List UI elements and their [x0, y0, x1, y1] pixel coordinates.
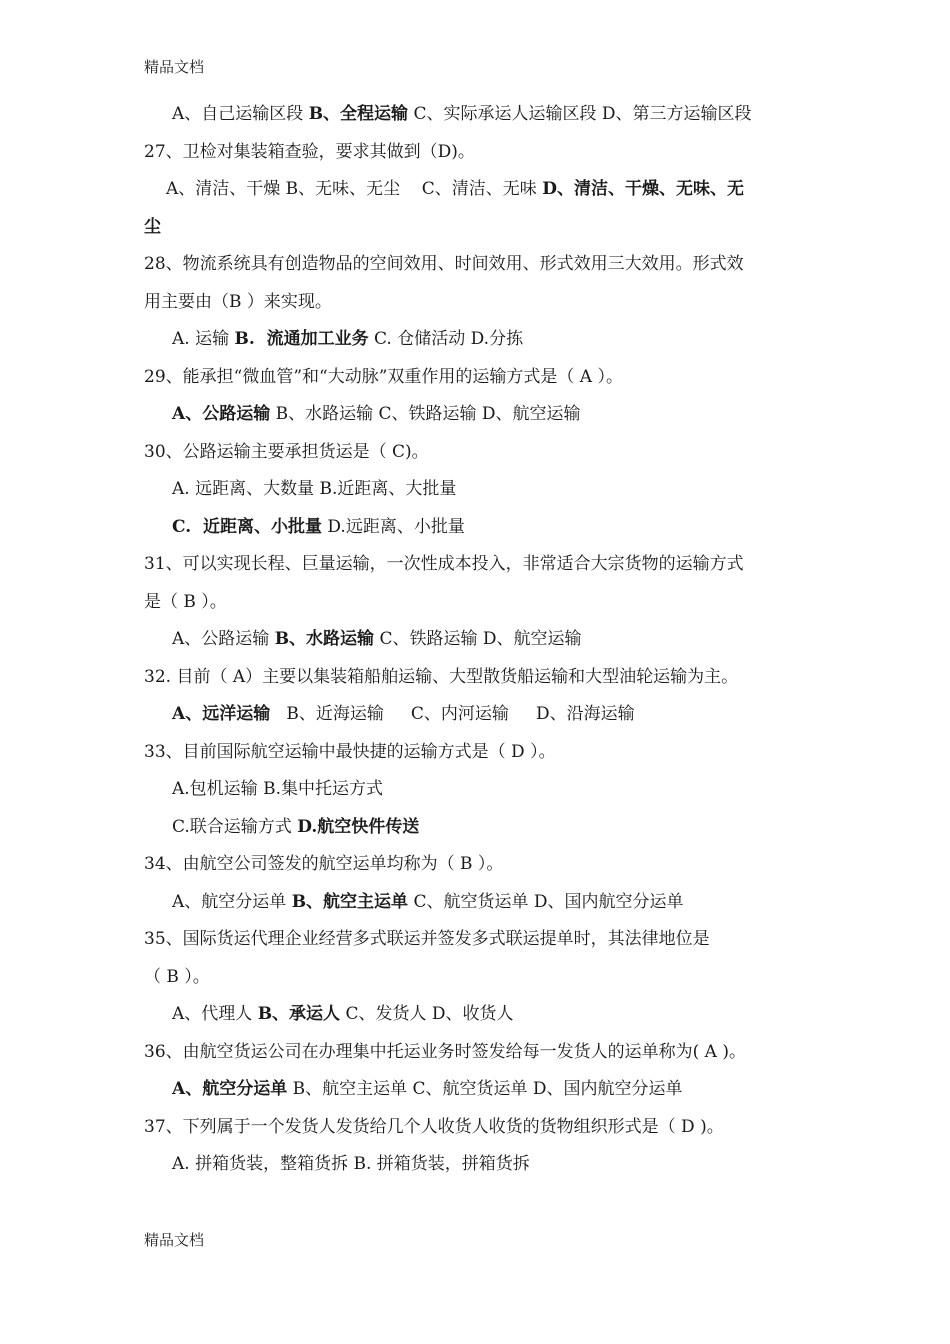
- question-line: [144, 246, 824, 284]
- question-line: [144, 959, 824, 997]
- correct-answer-text: B. 流通加工业务: [234, 329, 369, 349]
- answer-options-line: [144, 996, 824, 1034]
- answer-options-line: [144, 696, 824, 734]
- text-run: 是（ B ）。: [144, 591, 227, 612]
- correct-answer-text: B、承运人: [257, 1004, 341, 1024]
- document-body: [144, 96, 824, 1184]
- correct-answer-text: A、远洋运输: [172, 704, 271, 724]
- question-line: [144, 284, 824, 322]
- text-run: C、发货人 D、收货人: [340, 1004, 514, 1024]
- correct-answer-text: 尘: [144, 216, 161, 237]
- question-line: [144, 734, 824, 772]
- text-run: C. 仓储活动 D.分拣: [368, 329, 524, 349]
- answer-options-line: [144, 809, 824, 847]
- question-line: [144, 359, 824, 397]
- question-line: [144, 1109, 824, 1147]
- text-run: B、近海运输 C、内河运输 D、沿海运输: [270, 704, 635, 724]
- text-run: 33、目前国际航空运输中最快捷的运输方式是（ D ）。: [144, 741, 556, 762]
- question-line: [144, 659, 824, 697]
- text-run: D.远距离、小批量: [322, 516, 465, 537]
- question-line: [144, 209, 824, 247]
- answer-options-line: [144, 471, 824, 509]
- text-run: A、公路运输: [172, 629, 275, 649]
- answer-options-line: [144, 771, 824, 809]
- correct-answer-text: B、全程运输: [308, 104, 409, 124]
- text-run: 34、由航空公司签发的航空运单均称为（ B ）。: [144, 854, 504, 874]
- text-run: 31、可以实现长程、巨量运输，一次性成本投入，非常适合大宗货物的运输方式: [144, 554, 744, 574]
- text-run: 27、卫检对集装箱查验，要求其做到（D)。: [144, 141, 475, 162]
- text-run: 29、能承担“微血管”和“大动脉”双重作用的运输方式是（ A ）。: [144, 366, 623, 387]
- correct-answer-text: B、航空主运单: [291, 891, 409, 912]
- answer-options-line: [144, 396, 824, 434]
- correct-answer-text: D.航空快件传送: [297, 816, 420, 837]
- text-run: B、水路运输 C、铁路运输 D、航空运输: [270, 404, 581, 424]
- text-run: C、实际承运人运输区段 D、第三方运输区段: [408, 104, 752, 124]
- question-line: [144, 584, 824, 622]
- question-line: [144, 546, 824, 584]
- answer-options-line: [144, 621, 824, 659]
- text-run: A. 远距离、大数量 B.近距离、大批量: [172, 479, 457, 499]
- question-line: [144, 434, 824, 472]
- correct-answer-text: C. 近距离、小批量: [172, 516, 322, 537]
- answer-options-line: [144, 96, 824, 134]
- text-run: C.联合运输方式: [172, 816, 298, 837]
- correct-answer-text: A、公路运输: [172, 404, 271, 424]
- answer-options-line: [144, 884, 824, 922]
- text-run: A、航空分运单: [172, 891, 292, 912]
- correct-answer-text: B、水路运输: [274, 629, 375, 649]
- text-run: 35、国际货运代理企业经营多式联运并签发多式联运提单时，其法律地位是: [144, 929, 710, 949]
- question-line: [144, 846, 824, 884]
- question-line: [144, 1034, 824, 1072]
- text-run: A. 拼箱货装，整箱货拆 B. 拼箱货装，拼箱货拆: [172, 1154, 530, 1174]
- answer-options-line: [144, 509, 824, 547]
- text-run: A、自己运输区段: [172, 104, 309, 124]
- text-run: 用主要由（B ）来实现。: [144, 291, 332, 312]
- page-footer: 精品文档: [144, 1231, 205, 1249]
- text-run: 30、公路运输主要承担货运是（ C)。: [144, 441, 429, 462]
- answer-options-line: [144, 1146, 824, 1184]
- text-run: A.包机运输 B.集中托运方式: [172, 779, 383, 799]
- answer-options-line: [144, 171, 824, 209]
- text-run: C、铁路运输 D、航空运输: [374, 629, 582, 649]
- text-run: 28、物流系统具有创造物品的空间效用、时间效用、形式效用三大效用。形式效: [144, 254, 744, 274]
- text-run: 37、下列属于一个发货人发货给几个人收货人收货的货物组织形式是（ D )。: [144, 1116, 724, 1137]
- text-run: A、代理人: [172, 1004, 258, 1024]
- text-run: A、清洁、干燥 B、无味、无尘 C、清洁、无味: [166, 179, 543, 199]
- page-header: 精品文档: [144, 58, 205, 76]
- text-run: （ B ）。: [144, 966, 210, 987]
- text-run: C、航空货运单 D、国内航空分运单: [408, 891, 684, 912]
- question-line: [144, 921, 824, 959]
- text-run: B、航空主运单 C、航空货运单 D、国内航空分运单: [287, 1079, 683, 1099]
- question-line: [144, 134, 824, 172]
- correct-answer-text: D、清洁、干燥、无味、无: [542, 179, 744, 199]
- text-run: 32. 目前（ A）主要以集装箱船舶运输、大型散货船运输和大型油轮运输为主。: [144, 666, 739, 687]
- correct-answer-text: A、航空分运单: [172, 1079, 288, 1099]
- text-run: 36、由航空货运公司在办理集中托运业务时签发给每一发货人的运单称为( A )。: [144, 1041, 746, 1062]
- answer-options-line: [144, 1071, 824, 1109]
- text-run: A. 运输: [172, 329, 235, 349]
- answer-options-line: [144, 321, 824, 359]
